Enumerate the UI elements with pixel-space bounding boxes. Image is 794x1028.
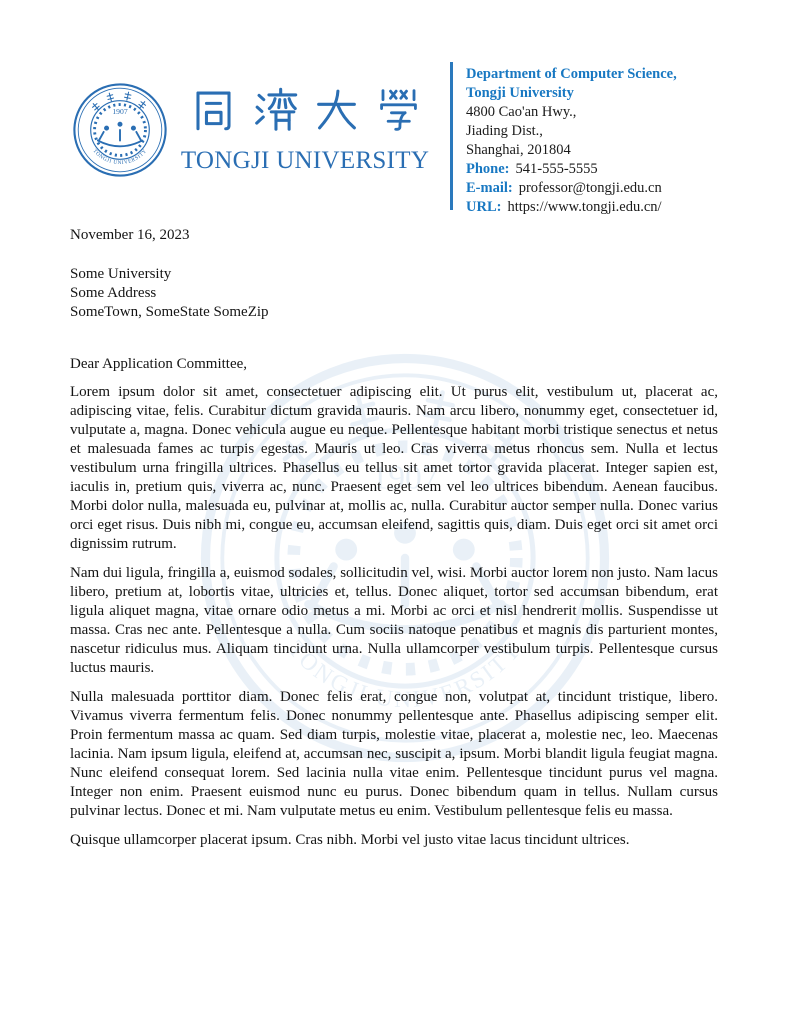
letter-body bbox=[70, 226, 718, 860]
letter-date: November 16, 2023 bbox=[70, 227, 190, 243]
university-name-chinese bbox=[190, 86, 422, 134]
department-university: Tongji University bbox=[466, 85, 574, 101]
phone-line bbox=[466, 160, 726, 179]
letter-paragraphs bbox=[70, 383, 718, 850]
chinese-char-da bbox=[313, 86, 360, 133]
phone-label: Phone: bbox=[466, 161, 510, 177]
url-line bbox=[466, 198, 726, 217]
chinese-char-tong bbox=[190, 86, 237, 133]
chinese-char-xue bbox=[375, 86, 422, 133]
body-paragraph: Quisque ullamcorper placerat ipsum. Cras nibh. Morbi vel justo vitae lacus tincidunt ultrices. bbox=[70, 832, 630, 848]
phone-value: 541-555-5555 bbox=[515, 161, 598, 177]
department-name: Department of Computer Science, bbox=[466, 66, 677, 82]
recipient-line: Some University bbox=[70, 266, 172, 282]
salutation: Dear Application Committee, bbox=[70, 356, 248, 372]
body-paragraph: Lorem ipsum dolor sit amet, consectetuer adipiscing elit. Ut purus elit, vestibulum ut, placerat ac, adipiscing vitae, felis. Curabitur dictum gravida mauris. Nam arcu libero, nonummy eget, consectetuer id, vulputate a, magna. Donec vehicula augue eu neque. Pellentesque habitant morbi tristique senectus et netus et malesuada fames ac turpis egestas. Mauris ut leo. Cras viverra metus rhoncus sem. Nulla et lectus vestibulum urna fringilla ultrices. Phasellus eu tellus sit amet tortor gravida placerat. Integer sapien est, iaculis in, pretium quis, viverra ac, nunc. Praesent eget sem vel leo ultrices bibendum. Aenean faucibus. Morbi dolor nulla, malesuada eu, pulvinar at, mollis ac, nulla. Curabitur auctor semper nulla. Donec varius orci eget risus. Duis nibh mi, congue eu, accumsan eleifend, sagittis quis, diam. Duis eget orci sit amet orci dignissim rutrum. bbox=[70, 384, 718, 552]
address-line: Jiading Dist., bbox=[466, 123, 543, 139]
address-line: Shanghai, 201804 bbox=[466, 142, 571, 158]
email-label: E-mail: bbox=[466, 180, 513, 196]
email-line bbox=[466, 179, 726, 198]
recipient-line: SomeTown, SomeState SomeZip bbox=[70, 304, 269, 320]
body-paragraph: Nulla malesuada porttitor diam. Donec felis erat, congue non, volutpat at, tincidunt tristique, libero. Vivamus viverra fermentum felis. Donec nonummy pellentesque ante. Phasellus adipiscing semper elit. Proin fermentum massa ac quam. Sed diam turpis, molestie vitae, placerat a, molestie nec, leo. Maecenas lacinia. Nam ipsum ligula, eleifend at, accumsan nec, suscipit a, ipsum. Morbi blandit ligula feugiat magna. Nunc eleifend consequat lorem. Sed lacinia nulla vitae enim. Pellentesque tincidunt purus vel magna. Integer non enim. Praesent euismod nunc eu purus. Donec bibendum quam in tellus. Nullam cursus pulvinar lectus. Donec et mi. Nam vulputate metus eu enim. Vestibulum pellentesque felis eu massa. bbox=[70, 689, 718, 819]
university-seal-logo-icon bbox=[72, 82, 168, 178]
url-label: URL: bbox=[466, 199, 502, 215]
chinese-char-ji bbox=[252, 86, 299, 133]
recipient-address bbox=[70, 265, 718, 322]
address-line: 4800 Cao'an Hwy., bbox=[466, 104, 577, 120]
url-value: https://www.tongji.edu.cn/ bbox=[507, 199, 662, 215]
letterhead-divider bbox=[450, 62, 453, 210]
email-value: professor@tongji.edu.cn bbox=[518, 180, 662, 196]
body-paragraph: Nam dui ligula, fringilla a, euismod sodales, sollicitudin vel, wisi. Morbi auctor lorem non justo. Nam lacus libero, pretium at, lobortis vitae, ultricies et, tellus. Donec aliquet, tortor sed accumsan bibendum, erat ligula aliquet magna, vitae ornare odio metus a mi. Morbi ac orci et nisl hendrerit mollis. Suspendisse ut massa. Cras nec ante. Pellentesque a nulla. Cum sociis natoque penatibus et magnis dis parturient montes, nascetur ridiculus mus. Aliquam tincidunt urna. Nulla ullamcorper vestibulum turpis. Pellentesque cursus luctus mauris. bbox=[70, 565, 718, 676]
contact-block bbox=[466, 65, 726, 217]
recipient-line: Some Address bbox=[70, 285, 157, 301]
university-name-english: TONGJI UNIVERSITY bbox=[180, 147, 430, 174]
